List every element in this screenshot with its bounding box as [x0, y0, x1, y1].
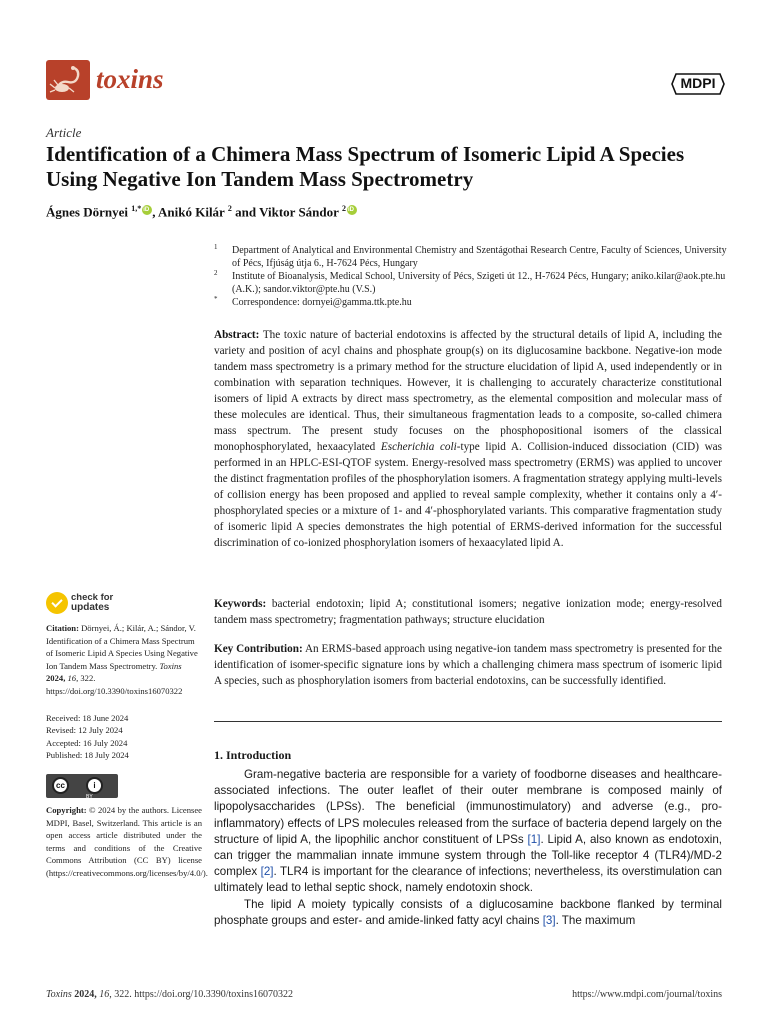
by-icon: i	[86, 777, 103, 794]
citation-journal: Toxins	[159, 660, 182, 671]
footer-doi[interactable]: , 322. https://doi.org/10.3390/toxins16070322	[109, 989, 293, 1000]
check-icon	[46, 592, 68, 614]
author-name[interactable]: Viktor Sándor	[259, 204, 339, 220]
orcid-icon[interactable]	[347, 205, 357, 215]
affiliation-item	[212, 296, 732, 309]
citation-volume: 16	[67, 673, 77, 684]
paragraph-text: The lipid A moiety typically consists of a diglucosamine backbone flanked by terminal phosphate groups and ester- and amide-linked fatty acyl chains	[214, 897, 722, 927]
check-for-updates-label	[71, 593, 113, 613]
citation-doi[interactable]: , 322. https://doi.org/10.3390/toxins16070322	[46, 673, 183, 696]
keywords-label: Keywords:	[214, 598, 267, 610]
keywords-text: bacterial endotoxin; lipid A; constitutional isomers; negative ionization mode; energy-resolved tandem mass spectrometry; fragmentation pathways; structure elucidation	[214, 598, 722, 626]
date-accepted: Accepted: 16 July 2024	[46, 737, 128, 748]
section-heading-introduction: 1. Introduction	[214, 748, 292, 762]
copyright-label: Copyright:	[46, 804, 87, 815]
citation-text: Dörnyei, Á.; Kilár, A.; Sándor, V. Identification of a Chimera Mass Spectrum of Isomeric Lipid A Species Using Negative Ion Tandem Mass Spectrometry.	[46, 623, 198, 671]
abstract	[214, 327, 722, 551]
correspondence-text: Correspondence: dornyei@gamma.ttk.pte.hu	[232, 297, 412, 308]
citation-block	[46, 622, 202, 698]
cc-icon: cc	[52, 777, 69, 794]
key-contribution-label: Key Contribution:	[214, 643, 303, 655]
dates-block	[46, 712, 202, 762]
by-label: BY	[86, 793, 93, 800]
affiliation-text: Department of Analytical and Environmental Chemistry and Szentágothai Research Centre, Faculty of Sciences, University of Pécs, Ifjúság útja 6., H-7624 Pécs, Hungary	[232, 245, 727, 269]
copyright-text: © 2024 by the authors. Licensee MDPI, Basel, Switzerland. This article is an open access article distributed under the terms and conditions of the Creative Commons Attribution (CC BY) license (https://creativecommons.org/licenses/by/4.0/).	[46, 804, 208, 878]
affiliation-number: 1	[214, 243, 218, 251]
introduction-body	[214, 767, 722, 929]
author-affil-marker: 1,*	[131, 204, 142, 213]
footer-year: 2024,	[71, 989, 100, 1000]
citation-link[interactable]: [1]	[527, 832, 541, 846]
section-divider	[214, 721, 722, 722]
author-name[interactable]: Anikó Kilár	[158, 204, 225, 220]
footer-journal-url[interactable]: https://www.mdpi.com/journal/toxins	[572, 989, 722, 1000]
footer-journal: Toxins	[46, 989, 72, 1000]
abstract-italic-term: Escherichia coli	[380, 441, 457, 453]
journal-header	[46, 58, 726, 108]
key-contribution	[214, 641, 722, 689]
citation-link[interactable]: [2]	[260, 865, 274, 879]
author-affil-marker: 2	[341, 204, 346, 213]
affiliation-number: 2	[214, 269, 218, 277]
date-published: Published: 18 July 2024	[46, 750, 129, 761]
paragraph	[214, 767, 722, 897]
paragraph-text: . TLR4 is important for the clearance of infections; nevertheless, its overstimulation can ultimately lead to lethal septic shock, namely endotoxin shock.	[214, 865, 722, 895]
orcid-icon[interactable]	[142, 205, 152, 215]
affiliation-item	[212, 244, 732, 270]
affiliation-text: Institute of Bioanalysis, Medical School, University of Pécs, Szigeti út 12., H-7624 Pécs, Hungary; aniko.kilar@aok.pte.hu (A.K.); sandor.viktor@pte.hu (V.S.)	[232, 271, 726, 295]
check-line2: updates	[71, 602, 110, 613]
footer-citation	[46, 989, 293, 1000]
article-sidebar	[46, 590, 208, 880]
paragraph	[214, 897, 722, 929]
affiliation-item	[212, 270, 732, 296]
paragraph-text: Gram-negative bacteria are responsible for a variety of foodborne diseases and healthcare-associated infections. The outer leaflet of their outer membrane is composed mainly of lipopolysaccharides (LPSs). The beneficial (immunostimulatory) and adverse (e.g., pro-inflammatory) effects of LPS molecules released from the surface of bacteria depend largely on the structure of lipid A, the lipophilic anchor constituent of LPSs	[214, 768, 722, 846]
author-joiner: ,	[152, 204, 159, 220]
check-for-updates-button[interactable]	[46, 590, 202, 616]
footer-volume: 16	[99, 989, 110, 1000]
author-name[interactable]: Ágnes Dörnyei	[46, 204, 128, 220]
citation-link[interactable]: [3]	[542, 913, 556, 927]
abstract-label: Abstract:	[214, 329, 260, 341]
mdpi-logo[interactable]	[670, 70, 726, 98]
author-list	[46, 204, 357, 220]
citation-label: Citation:	[46, 623, 79, 633]
scorpion-logo-icon	[46, 60, 90, 100]
date-revised: Revised: 12 July 2024	[46, 725, 123, 736]
date-received: Received: 18 June 2024	[46, 712, 129, 723]
affiliation-number: *	[214, 295, 218, 303]
affiliations	[212, 244, 732, 309]
check-line1: check for	[71, 592, 114, 603]
cc-by-license-badge[interactable]	[46, 774, 118, 798]
key-contribution-text: An ERMS-based approach using negative-ion tandem mass spectrometry is presented for the identification of isomer-specific signature ions by which a challenging chimera mass spectrum of isomeric lipid A species, such as phosphorylation isomers from bacterial endotoxins, can be successfully identified.	[214, 643, 722, 687]
abstract-text: The toxic nature of bacterial endotoxins is affected by the structural details of lipid A, including the variety and position of acyl chains and phosphate group(s) on its diglucosamine backbone. Negative-ion mode tandem mass spectrometry is a primary method for the structure elucidation of lipid A, used independently or in combination with separation techniques. However, it is challenging to accurately characterize constitutional isomers of lipid A extracts by direct mass spectrometry, as the elemental composition and molecular mass of these molecules are identical. Thus, their simultaneous fragmentation leads to a composite, so-called chimera mass spectrum. The present study focuses on the phosphopositional isomers of the classical monophosphorylated, hexaacylated	[214, 329, 722, 453]
article-type: Article	[46, 125, 82, 140]
keywords	[214, 596, 722, 628]
paragraph-text: . Lipid A, also known as endotoxin, can trigger the mammalian innate immune system through the Toll-like receptor 4 (TLR4)/MD-2 complex	[214, 832, 723, 879]
mdpi-logo-text: MDPI	[680, 75, 716, 91]
copyright-block	[46, 804, 208, 880]
abstract-text-continued: -type lipid A. Collision-induced dissociation (CID) was performed in an HPLC-ESI-QTOF system. Energy-resolved mass spectrometry (ERMS) was applied to uncover the distinct fragmentation profiles of the phosphorylation isomers. A fragmentation strategy applying multi-levels of collision energy has been proposed and applied to reveal sample complexity, whether it contains only a 4′-phosphorylated species or a mixture of 1- and 4′-phosphorylated variants. This comparative fragmentation study of isomeric lipid A species demonstrates the high potential of ERMS-derived information for the successful discrimination of co-ionized phosphorylation isomers of hexaacylated lipid A.	[214, 441, 722, 549]
author-affil-marker: 2	[227, 204, 232, 213]
citation-year: 2024,	[46, 673, 68, 684]
author-joiner: and	[231, 204, 260, 220]
paragraph-text: . The maximum	[555, 913, 636, 927]
journal-name[interactable]: toxins	[96, 64, 164, 94]
page-title: Identification of a Chimera Mass Spectrum of Isomeric Lipid A Species Using Negative Ion Tandem Mass Spectrometry	[46, 142, 685, 191]
